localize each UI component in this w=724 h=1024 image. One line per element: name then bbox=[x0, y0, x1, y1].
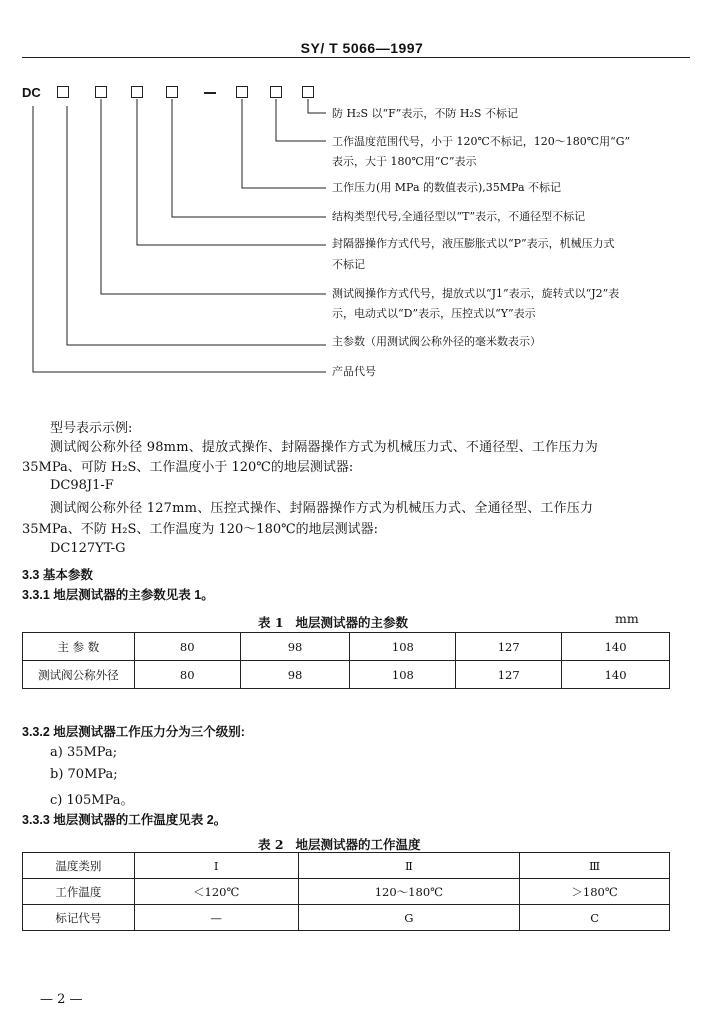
table-cell: 120～180℃ bbox=[298, 879, 520, 905]
desc-packer-line1: 封隔器操作方式代号，液压膨胀式以“P”表示，机械压力式 bbox=[332, 237, 615, 250]
table-cell: 测试阀公称外径 bbox=[23, 661, 135, 689]
table-cell: 主 参 数 bbox=[23, 633, 135, 661]
table-cell: 127 bbox=[456, 633, 562, 661]
pressure-level-c: c) 105MPa。 bbox=[50, 793, 134, 808]
table-cell: 140 bbox=[562, 633, 670, 661]
table-cell: C bbox=[520, 905, 670, 931]
example1-code: DC98J1-F bbox=[50, 478, 114, 493]
example1-line2: 35MPa、可防 H₂S、工作温度小于 120℃的地层测试器: bbox=[22, 460, 354, 475]
section-3-3-1: 3.3.1 地层测试器的主参数见表 1。 bbox=[22, 588, 214, 602]
desc-valve-line1: 测试阀操作方式代号，提放式以“J1”表示，旋转式以“J2”表 bbox=[332, 287, 620, 300]
table-cell: 工作温度 bbox=[23, 879, 135, 905]
pressure-level-b: b) 70MPa; bbox=[50, 767, 118, 782]
table-cell: 98 bbox=[240, 633, 350, 661]
table-cell: 108 bbox=[350, 661, 456, 689]
desc-temp-line2: 表示，大于 180℃用“C”表示 bbox=[332, 155, 477, 168]
table-cell: 80 bbox=[134, 661, 240, 689]
table2-caption-no: 表 2 bbox=[258, 837, 284, 852]
table-cell: ＞180℃ bbox=[520, 879, 670, 905]
table-cell: Ⅱ bbox=[298, 853, 520, 879]
table1-caption-title: 地层测试器的主参数 bbox=[295, 615, 408, 630]
table-cell: Ⅰ bbox=[134, 853, 298, 879]
table1 bbox=[22, 632, 670, 689]
table-row bbox=[23, 633, 670, 661]
table2-caption bbox=[258, 835, 421, 853]
table-cell: 80 bbox=[134, 633, 240, 661]
page-number: — 2 — bbox=[40, 992, 83, 1007]
table-cell: 标记代号 bbox=[23, 905, 135, 931]
desc-structure: 结构类型代号,全通径型以“T”表示，不通径型不标记 bbox=[332, 210, 586, 223]
examples-heading: 型号表示示例: bbox=[50, 421, 133, 436]
table-cell: G bbox=[298, 905, 520, 931]
table-cell: 140 bbox=[562, 661, 670, 689]
desc-pressure: 工作压力(用 MPa 的数值表示),35MPa 不标记 bbox=[332, 181, 562, 194]
desc-temp-line1: 工作温度范围代号，小于 120℃不标记，120～180℃用“G” bbox=[332, 135, 631, 148]
desc-product-code: 产品代号 bbox=[332, 365, 376, 378]
desc-valve-line2: 示，电动式以“D”表示，压控式以“Y”表示 bbox=[332, 307, 536, 320]
table-row bbox=[23, 853, 670, 879]
standard-header: SY/ T 5066—1997 bbox=[300, 40, 424, 56]
desc-packer-line2: 不标记 bbox=[332, 258, 365, 271]
table-cell: — bbox=[134, 905, 298, 931]
table1-caption bbox=[258, 613, 408, 631]
table-row bbox=[23, 661, 670, 689]
example2-line2: 35MPa、不防 H₂S、工作温度为 120～180℃的地层测试器: bbox=[22, 522, 379, 537]
example2-line1: 测试阀公称外径 127mm、压控式操作、封隔器操作方式为机械压力式、全通径型、工作压力 bbox=[50, 501, 594, 516]
pressure-level-a: a) 35MPa; bbox=[50, 745, 118, 760]
table-cell: 98 bbox=[240, 661, 350, 689]
table-row bbox=[23, 905, 670, 931]
section-3-3: 3.3 基本参数 bbox=[22, 568, 93, 582]
table-cell: 127 bbox=[456, 661, 562, 689]
example1-line1: 测试阀公称外径 98mm、提放式操作、封隔器操作方式为机械压力式、不通径型、工作压力为 bbox=[50, 440, 598, 455]
table-row bbox=[23, 879, 670, 905]
table2 bbox=[22, 852, 670, 931]
example2-code: DC127YT-G bbox=[50, 541, 126, 556]
section-3-3-2: 3.3.2 地层测试器工作压力分为三个级别: bbox=[22, 725, 245, 739]
table-cell: Ⅲ bbox=[520, 853, 670, 879]
table2-caption-title: 地层测试器的工作温度 bbox=[295, 837, 421, 852]
table-cell: 108 bbox=[350, 633, 456, 661]
code-prefix: DC bbox=[22, 85, 41, 100]
table-cell: 温度类别 bbox=[23, 853, 135, 879]
table1-unit: mm bbox=[615, 611, 639, 626]
desc-h2s: 防 H₂S 以“F”表示，不防 H₂S 不标记 bbox=[332, 107, 518, 120]
table1-caption-no: 表 1 bbox=[258, 615, 284, 630]
section-3-3-3: 3.3.3 地层测试器的工作温度见表 2。 bbox=[22, 813, 227, 827]
desc-main-param: 主参数（用测试阀公称外径的毫米数表示） bbox=[332, 335, 541, 348]
table-cell: ＜120℃ bbox=[134, 879, 298, 905]
